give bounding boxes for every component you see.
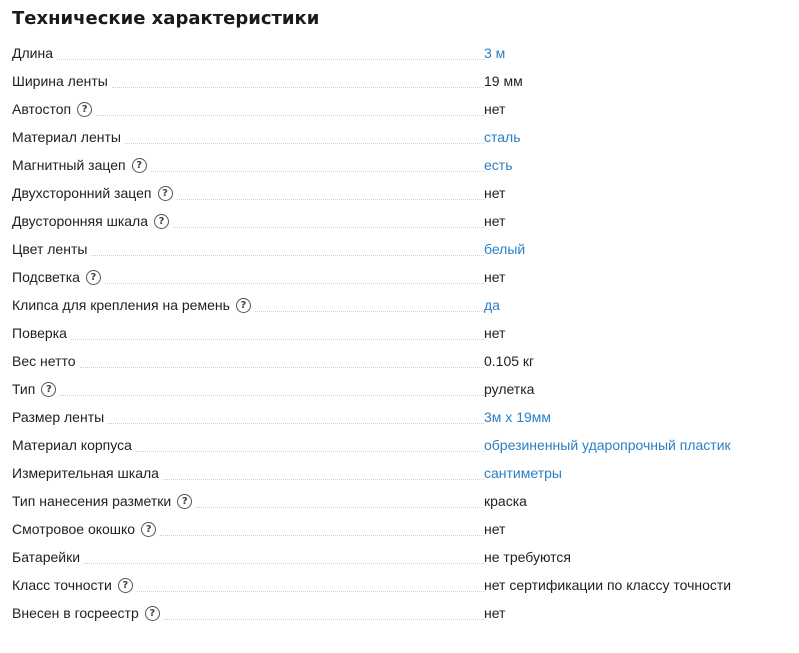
dotted-leader [125,142,484,144]
help-button[interactable] [154,186,175,201]
question-icon: ? [145,606,160,621]
spec-row [12,482,792,510]
spec-value-link[interactable]: белый [484,241,526,257]
spec-row [12,90,792,118]
help-button[interactable] [173,494,194,509]
spec-row [12,314,792,342]
spec-row [12,146,792,174]
spec-label [12,576,484,594]
spec-value-link[interactable]: обрезиненный ударопрочный пластик [484,437,731,453]
spec-label-text: Подсветка [12,269,80,285]
spec-label-text: Ширина ленты [12,73,108,89]
question-icon: ? [158,186,173,201]
spec-value-link[interactable]: 3 м [484,45,506,61]
question-icon: ? [77,102,92,117]
spec-row [12,566,792,594]
spec-label-text: Размер ленты [12,409,105,425]
spec-label-text: Клипса для крепления на ремень [12,297,230,313]
spec-label-text: Поверка [12,325,67,341]
spec-label [12,464,484,482]
dotted-leader [137,590,484,592]
dotted-leader [60,394,484,396]
spec-label-text: Двусторонняя шкала [12,213,148,229]
help-button[interactable] [114,578,135,593]
spec-label [12,520,484,538]
spec-label [12,380,484,398]
spec-label-text: Тип нанесения разметки [12,493,172,509]
dotted-leader [177,198,485,200]
question-icon: ? [154,214,169,229]
spec-label-text: Автостоп [12,101,72,117]
spec-label [12,100,484,118]
spec-label [12,212,484,230]
dotted-leader [164,618,484,620]
dotted-leader [160,534,484,536]
spec-label [12,296,484,314]
spec-row [12,510,792,538]
dotted-leader [96,114,484,116]
dotted-leader [84,562,484,564]
spec-value-link[interactable]: есть [484,157,513,173]
spec-label [12,268,484,286]
help-button[interactable] [82,270,103,285]
spec-label-text: Материал ленты [12,129,121,145]
spec-label-text: Длина [12,45,53,61]
help-button[interactable] [150,214,171,229]
help-button[interactable] [141,606,162,621]
specifications-section [12,6,792,622]
question-icon: ? [41,382,56,397]
dotted-leader [108,422,484,424]
dotted-leader [136,450,484,452]
spec-row [12,34,792,62]
dotted-leader [163,478,484,480]
spec-value: нет [484,269,506,285]
spec-value: нет [484,521,506,537]
question-icon: ? [236,298,251,313]
dotted-leader [151,170,484,172]
spec-label [12,44,484,62]
spec-row [12,426,792,454]
spec-value: нет [484,325,506,341]
dotted-leader [112,86,484,88]
spec-row [12,174,792,202]
spec-row [12,538,792,566]
spec-label [12,184,484,202]
spec-value-link[interactable]: 3м х 19мм [484,409,552,425]
spec-row [12,286,792,314]
spec-label [12,492,484,510]
spec-label-text: Внесен в госреестр [12,605,139,621]
spec-value: нет [484,185,506,201]
spec-value-link[interactable]: сантиметры [484,465,562,481]
spec-label [12,408,484,426]
spec-value-link[interactable]: да [484,297,500,313]
spec-label-text: Вес нетто [12,353,76,369]
spec-value: нет [484,605,506,621]
question-icon: ? [86,270,101,285]
help-button[interactable] [37,382,58,397]
question-icon: ? [141,522,156,537]
spec-label [12,604,484,622]
spec-value: 0.105 кг [484,353,535,369]
spec-label [12,352,484,370]
spec-row [12,62,792,90]
spec-list [12,34,792,622]
spec-row [12,454,792,482]
spec-label-text: Батарейки [12,549,81,565]
spec-label-text: Двухсторонний зацеп [12,185,152,201]
spec-value: 19 мм [484,73,523,89]
spec-row [12,258,792,286]
spec-value: нет сертификации по классу точности [484,577,732,593]
spec-label-text: Класс точности [12,577,112,593]
section-title: Технические характеристики [12,8,320,29]
spec-value-link[interactable]: сталь [484,129,521,145]
spec-label [12,128,484,146]
help-button[interactable] [73,102,94,117]
question-icon: ? [132,158,147,173]
spec-row [12,594,792,622]
dotted-leader [196,506,484,508]
dotted-leader [105,282,484,284]
spec-label [12,240,484,258]
spec-row [12,398,792,426]
spec-value: рулетка [484,381,535,397]
help-button[interactable] [128,158,149,173]
spec-value: краска [484,493,527,509]
spec-value: нет [484,213,506,229]
dotted-leader [80,366,484,368]
spec-label [12,72,484,90]
spec-value: нет [484,101,506,117]
spec-label-text: Цвет ленты [12,241,88,257]
spec-row [12,342,792,370]
spec-label [12,156,484,174]
spec-label-text: Магнитный зацеп [12,157,126,173]
spec-label-text: Материал корпуса [12,437,132,453]
spec-label-text: Измерительная шкала [12,465,159,481]
dotted-leader [57,58,484,60]
spec-label [12,436,484,454]
spec-row [12,370,792,398]
spec-label [12,548,484,566]
spec-row [12,230,792,258]
spec-label [12,324,484,342]
help-button[interactable] [232,298,253,313]
dotted-leader [71,338,484,340]
help-button[interactable] [137,522,158,537]
spec-value: не требуются [484,549,571,565]
spec-row [12,118,792,146]
dotted-leader [173,226,484,228]
question-icon: ? [177,494,192,509]
question-icon: ? [118,578,133,593]
spec-row [12,202,792,230]
dotted-leader [255,310,484,312]
dotted-leader [91,254,484,256]
spec-label-text: Смотровое окошко [12,521,136,537]
spec-label-text: Тип [12,381,36,397]
